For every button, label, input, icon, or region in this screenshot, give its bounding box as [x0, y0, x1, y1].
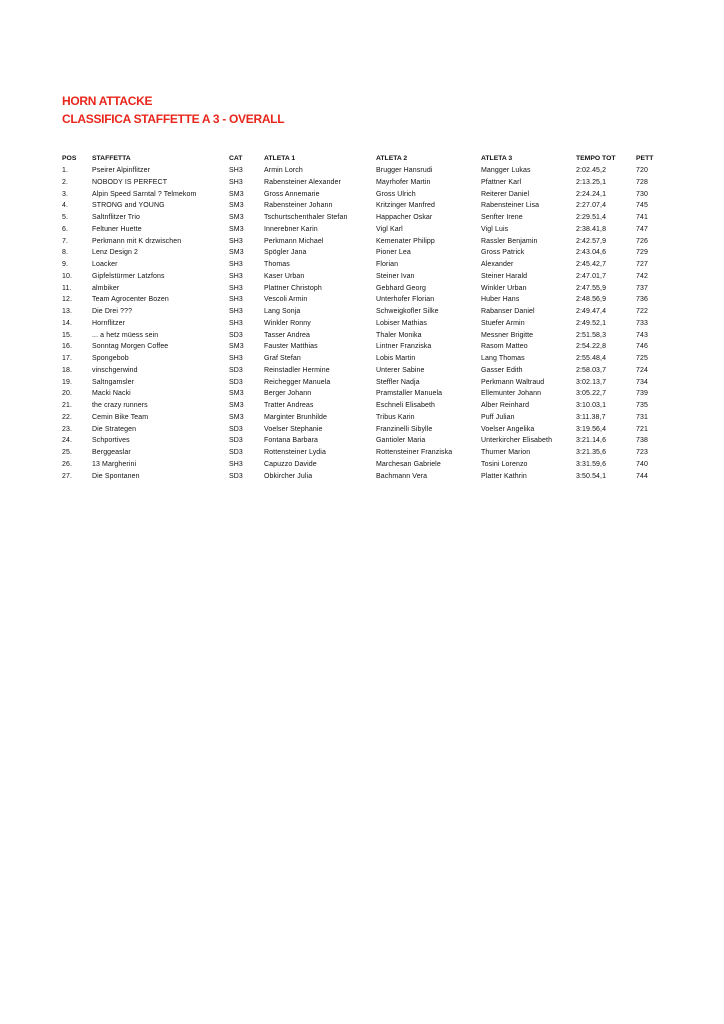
cell-atleta-2: Steffler Nadja [376, 378, 420, 386]
cell-cat: SD3 [229, 378, 243, 386]
cell-atleta-1: Fauster Matthias [264, 343, 318, 351]
cell-cat: SM3 [229, 390, 244, 398]
cell-atleta-1: Innerebner Karin [264, 225, 318, 233]
cell-tempo-tot: 3:31.59,6 [576, 460, 607, 468]
table-row [62, 388, 692, 400]
cell-atleta-3: Huber Hans [481, 296, 520, 304]
cell-atleta-1: Tschurtschenthaler Stefan [264, 214, 348, 221]
cell-atleta-1: Obkircher Julia [264, 472, 313, 480]
cell-atleta-1: Marginter Brunhilde [264, 413, 327, 421]
cell-cat: SM3 [229, 249, 244, 257]
cell-tempo-tot: 3:05.22,7 [576, 390, 607, 398]
cell-staffetta: Saltnflitzer Trio [92, 214, 140, 221]
cell-staffetta: Loacker [92, 261, 118, 268]
cell-atleta-3: Tosini Lorenzo [481, 460, 528, 468]
cell-cat: SH3 [229, 237, 243, 245]
table-row [62, 400, 692, 412]
cell-staffetta: Hornflitzer [92, 319, 125, 327]
cell-staffetta: NOBODY IS PERFECT [92, 178, 168, 186]
header-atleta-1: ATLETA 1 [264, 155, 296, 162]
cell-tempo-tot: 3:50.54,1 [576, 472, 607, 480]
cell-atleta-1: Rabensteiner Johann [264, 202, 333, 210]
cell-pett: 746 [636, 343, 648, 351]
table-row [62, 224, 692, 236]
cell-cat: SH3 [229, 261, 243, 268]
cell-pett: 722 [636, 308, 648, 315]
cell-cat: SH3 [229, 355, 243, 362]
cell-pett: 745 [636, 202, 648, 210]
cell-cat: SD3 [229, 437, 243, 445]
cell-cat: SH3 [229, 178, 243, 186]
cell-cat: SM3 [229, 214, 244, 221]
results-table [62, 152, 692, 482]
cell-atleta-3: Unterkircher Elisabeth [481, 437, 553, 445]
cell-atleta-2: Pramstaller Manuela [376, 390, 443, 398]
table-row [62, 435, 692, 447]
header-pett: PETT [636, 155, 654, 162]
cell-atleta-2: Rottensteiner Franziska [376, 449, 453, 456]
cell-tempo-tot: 2:47.55,9 [576, 284, 607, 292]
cell-pett: 739 [636, 390, 648, 398]
cell-atleta-2: Brugger Hansrudi [376, 167, 433, 174]
cell-pett: 742 [636, 272, 648, 280]
cell-staffetta: Schportives [92, 437, 130, 445]
table-row [62, 294, 692, 306]
cell-staffetta: the crazy runners [92, 402, 148, 409]
cell-staffetta: ... a hetz müess sein [92, 331, 159, 339]
cell-pett: 728 [636, 178, 648, 186]
cell-pos: 8. [62, 249, 69, 257]
table-row [62, 283, 692, 295]
cell-tempo-tot: 2:29.51,4 [576, 214, 607, 221]
cell-pett: 731 [636, 413, 648, 421]
cell-pett: 747 [636, 225, 648, 233]
cell-pos: 14. [62, 319, 73, 327]
cell-atleta-1: Berger Johann [264, 390, 312, 398]
cell-cat: SH3 [229, 460, 243, 468]
cell-pos: 22. [62, 413, 73, 421]
cell-atleta-3: Stuefer Armin [481, 319, 525, 327]
cell-pos: 20. [62, 390, 73, 398]
cell-atleta-2: Vigl Karl [376, 225, 403, 233]
cell-pos: 16. [62, 343, 73, 351]
cell-pos: 15. [62, 331, 73, 339]
cell-staffetta: 13 Margherini [92, 460, 137, 468]
cell-staffetta: Spongebob [92, 355, 129, 362]
cell-atleta-3: Rassler Benjamin [481, 237, 538, 245]
cell-tempo-tot: 3:10.03,1 [576, 402, 607, 409]
cell-atleta-2: Tribus Karin [376, 413, 415, 421]
cell-tempo-tot: 2:54.22,8 [576, 343, 607, 351]
cell-pett: 735 [636, 402, 648, 409]
cell-tempo-tot: 2:49.47,4 [576, 308, 607, 315]
cell-staffetta: Macki Nacki [92, 390, 131, 398]
cell-pos: 18. [62, 366, 73, 374]
cell-atleta-3: Senfter Irene [481, 214, 523, 221]
cell-tempo-tot: 2:48.56,9 [576, 296, 607, 304]
table-row [62, 353, 692, 365]
cell-cat: SM3 [229, 190, 244, 198]
cell-tempo-tot: 3:19.56,4 [576, 425, 607, 433]
table-row [62, 200, 692, 212]
cell-atleta-3: Alber Reinhard [481, 402, 530, 409]
cell-atleta-3: Gross Patrick [481, 249, 525, 257]
cell-pett: 727 [636, 261, 648, 268]
cell-atleta-3: Rasom Matteo [481, 343, 528, 351]
cell-atleta-3: Perkmann Waltraud [481, 378, 545, 386]
cell-tempo-tot: 2:58.03,7 [576, 366, 607, 374]
cell-tempo-tot: 3:21.35,6 [576, 449, 607, 456]
cell-staffetta: Team Agrocenter Bozen [92, 296, 169, 304]
cell-pett: 726 [636, 237, 648, 245]
cell-pos: 3. [62, 190, 69, 198]
cell-atleta-1: Graf Stefan [264, 355, 301, 362]
cell-cat: SH3 [229, 167, 243, 174]
cell-pett: 723 [636, 449, 648, 456]
cell-pos: 9. [62, 261, 69, 268]
cell-atleta-3: Steiner Harald [481, 272, 528, 280]
cell-pett: 724 [636, 366, 648, 374]
table-row [62, 447, 692, 459]
header-staffetta: STAFFETTA [92, 155, 131, 162]
event-title: HORN ATTACKE [62, 94, 153, 108]
cell-atleta-3: Winkler Urban [481, 284, 527, 292]
cell-atleta-2: Unterhofer Florian [376, 296, 435, 304]
cell-pett: 740 [636, 460, 648, 468]
results-table-body [62, 165, 692, 482]
cell-staffetta: Die Spontanen [92, 472, 140, 480]
cell-tempo-tot: 3:21.14,6 [576, 437, 607, 445]
cell-atleta-2: Marchesan Gabriele [376, 460, 441, 468]
cell-pos: 26. [62, 460, 73, 468]
cell-atleta-1: Spögler Jana [264, 249, 307, 257]
cell-tempo-tot: 2:43.04,6 [576, 249, 607, 257]
cell-atleta-1: Gross Annemarie [264, 190, 320, 198]
cell-atleta-3: Alexander [481, 261, 514, 268]
cell-atleta-2: Steiner Ivan [376, 272, 415, 280]
cell-atleta-2: Franzinelli Sibylle [376, 425, 433, 433]
cell-pett: 736 [636, 296, 648, 304]
cell-atleta-2: Gross Ulrich [376, 190, 416, 198]
cell-pos: 2. [62, 178, 69, 186]
cell-atleta-1: Tratter Andreas [264, 402, 314, 409]
cell-atleta-1: Lang Sonja [264, 308, 301, 315]
table-row [62, 259, 692, 271]
cell-cat: SM3 [229, 343, 244, 351]
cell-pett: 734 [636, 378, 648, 386]
cell-staffetta: Cemin Bike Team [92, 413, 149, 421]
cell-cat: SM3 [229, 225, 244, 233]
cell-staffetta: almbiker [92, 284, 120, 292]
cell-atleta-3: Rabanser Daniel [481, 308, 535, 315]
table-row [62, 306, 692, 318]
cell-atleta-3: Puff Julian [481, 413, 515, 421]
cell-staffetta: Perkmann mit K drzwischen [92, 237, 182, 245]
table-row [62, 271, 692, 283]
cell-atleta-1: Rabensteiner Alexander [264, 178, 341, 186]
cell-pos: 6. [62, 225, 69, 233]
cell-atleta-2: Gebhard Georg [376, 284, 426, 292]
cell-cat: SD3 [229, 449, 243, 456]
cell-atleta-2: Mayrhofer Martin [376, 178, 431, 186]
cell-cat: SD3 [229, 366, 243, 374]
cell-atleta-2: Kritzinger Manfred [376, 202, 435, 210]
cell-pos: 5. [62, 214, 69, 221]
cell-atleta-3: Lang Thomas [481, 355, 525, 362]
cell-atleta-1: Winkler Ronny [264, 319, 311, 327]
cell-atleta-1: Fontana Barbara [264, 437, 319, 445]
cell-atleta-1: Vescoli Armin [264, 296, 308, 304]
table-row [62, 412, 692, 424]
cell-atleta-1: Plattner Christoph [264, 284, 322, 292]
table-row [62, 247, 692, 259]
cell-pos: 23. [62, 425, 73, 433]
table-row [62, 165, 692, 177]
table-row [62, 459, 692, 471]
header-tempo-tot: TEMPO TOT [576, 155, 616, 162]
cell-atleta-2: Unterer Sabine [376, 366, 425, 374]
cell-staffetta: Alpin Speed Sarntal ? Telmekom [92, 190, 197, 198]
cell-cat: SM3 [229, 202, 244, 210]
cell-staffetta: Gipfelstürmer Latzfons [92, 272, 165, 280]
cell-atleta-3: Ellemunter Johann [481, 390, 542, 398]
header-cat: CAT [229, 155, 243, 162]
cell-staffetta: Saltngamsler [92, 378, 135, 386]
cell-pett: 741 [636, 214, 648, 221]
cell-tempo-tot: 3:02.13,7 [576, 378, 607, 386]
cell-atleta-3: Mangger Lukas [481, 167, 531, 174]
cell-tempo-tot: 3:11.38,7 [576, 413, 606, 421]
cell-cat: SM3 [229, 402, 244, 409]
cell-pos: 19. [62, 378, 73, 386]
cell-atleta-3: Pfattner Karl [481, 178, 522, 186]
cell-atleta-3: Voelser Angelika [481, 425, 535, 433]
cell-atleta-1: Voelser Stephanie [264, 425, 323, 433]
cell-pett: 725 [636, 355, 648, 362]
cell-pos: 21. [62, 402, 73, 409]
cell-atleta-3: Platter Kathrin [481, 472, 527, 480]
cell-staffetta: Sonntag Morgen Coffee [92, 343, 169, 351]
cell-atleta-3: Thurner Marion [481, 449, 531, 456]
cell-pos: 7. [62, 237, 69, 245]
cell-pos: 13. [62, 308, 73, 315]
table-row [62, 330, 692, 342]
cell-tempo-tot: 2:45.42,7 [576, 261, 607, 268]
table-row [62, 318, 692, 330]
title-block [62, 92, 284, 128]
cell-cat: SH3 [229, 284, 243, 292]
cell-atleta-3: Rabensteiner Lisa [481, 202, 540, 210]
cell-atleta-3: Messner Brigitte [481, 331, 534, 339]
cell-atleta-3: Vigl Luis [481, 225, 509, 233]
cell-tempo-tot: 2:47.01,7 [576, 272, 607, 280]
cell-staffetta: Feltuner Huette [92, 225, 142, 233]
cell-atleta-2: Thaler Monika [376, 331, 422, 339]
cell-atleta-2: Schweigkofler Silke [376, 308, 439, 315]
table-row [62, 177, 692, 189]
cell-atleta-2: Lintner Franziska [376, 343, 432, 351]
cell-pett: 729 [636, 249, 648, 257]
cell-pos: 24. [62, 437, 73, 445]
cell-pett: 721 [636, 425, 648, 433]
cell-atleta-3: Reiterer Daniel [481, 190, 530, 198]
cell-tempo-tot: 2:02.45,2 [576, 167, 607, 174]
cell-atleta-1: Rottensteiner Lydia [264, 449, 326, 456]
cell-tempo-tot: 2:24.24,1 [576, 190, 607, 198]
header-atleta-2: ATLETA 2 [376, 155, 408, 162]
cell-pos: 25. [62, 449, 73, 456]
cell-atleta-1: Kaser Urban [264, 272, 305, 280]
cell-atleta-2: Gantioler Maria [376, 437, 426, 445]
cell-pett: 733 [636, 319, 648, 327]
cell-pos: 27. [62, 472, 73, 480]
cell-atleta-2: Lobis Martin [376, 355, 416, 362]
cell-pos: 12. [62, 296, 73, 304]
cell-atleta-1: Tasser Andrea [264, 331, 311, 339]
cell-tempo-tot: 2:55.48,4 [576, 355, 607, 362]
cell-tempo-tot: 2:49.52,1 [576, 319, 607, 327]
cell-pos: 11. [62, 284, 72, 292]
cell-pett: 730 [636, 190, 648, 198]
cell-cat: SM3 [229, 413, 244, 421]
cell-pett: 744 [636, 472, 648, 480]
cell-tempo-tot: 2:42.57,9 [576, 237, 607, 245]
cell-atleta-3: Gasser Edith [481, 366, 523, 374]
cell-pos: 1. [62, 167, 69, 174]
cell-staffetta: Die Strategen [92, 425, 137, 433]
table-row [62, 377, 692, 389]
cell-staffetta: Berggeaslar [92, 449, 131, 456]
cell-atleta-1: Reinstadler Hermine [264, 366, 330, 374]
cell-staffetta: STRONG and YOUNG [92, 202, 165, 210]
cell-atleta-2: Pioner Lea [376, 249, 411, 257]
cell-pett: 720 [636, 167, 648, 174]
cell-tempo-tot: 2:27.07,4 [576, 202, 607, 210]
classification-title: CLASSIFICA STAFFETTE A 3 - OVERALL [62, 112, 285, 126]
table-row [62, 471, 692, 483]
cell-staffetta: Lenz Design 2 [92, 249, 139, 257]
cell-atleta-2: Bachmann Vera [376, 472, 428, 480]
cell-atleta-1: Armin Lorch [264, 167, 303, 174]
cell-atleta-2: Happacher Oskar [376, 214, 433, 221]
cell-cat: SH3 [229, 319, 243, 327]
cell-pos: 10. [62, 272, 73, 280]
cell-tempo-tot: 2:51.58,3 [576, 331, 607, 339]
cell-pett: 737 [636, 284, 648, 292]
table-row [62, 341, 692, 353]
cell-staffetta: vinschgerwind [92, 366, 138, 374]
cell-atleta-2: Lobiser Mathias [376, 319, 427, 327]
table-header-row [62, 152, 692, 165]
cell-cat: SH3 [229, 296, 243, 304]
cell-cat: SD3 [229, 331, 243, 339]
cell-pos: 4. [62, 202, 69, 210]
table-row [62, 212, 692, 224]
cell-cat: SH3 [229, 272, 243, 280]
cell-pos: 17. [62, 355, 73, 362]
cell-pett: 743 [636, 331, 648, 339]
cell-cat: SD3 [229, 425, 243, 433]
cell-cat: SD3 [229, 472, 243, 480]
cell-atleta-2: Florian [376, 261, 399, 268]
cell-atleta-2: Kemenater Philipp [376, 237, 435, 245]
cell-tempo-tot: 2:13.25,1 [576, 178, 607, 186]
cell-atleta-1: Capuzzo Davide [264, 460, 317, 468]
table-row [62, 189, 692, 201]
header-atleta-3: ATLETA 3 [481, 155, 513, 162]
cell-atleta-1: Thomas [264, 261, 290, 268]
table-row [62, 365, 692, 377]
cell-atleta-2: Eschneli Elisabeth [376, 402, 435, 409]
cell-tempo-tot: 2:38.41,8 [576, 225, 607, 233]
header-pos: POS [62, 155, 77, 162]
table-row [62, 424, 692, 436]
cell-pett: 738 [636, 437, 648, 445]
cell-cat: SH3 [229, 308, 243, 315]
cell-staffetta: Pseirer Alpinflitzer [92, 167, 151, 174]
cell-atleta-1: Perkmann Michael [264, 237, 324, 245]
table-row [62, 236, 692, 248]
cell-staffetta: Die Drei ??? [92, 308, 133, 315]
cell-atleta-1: Reichegger Manuela [264, 378, 331, 386]
